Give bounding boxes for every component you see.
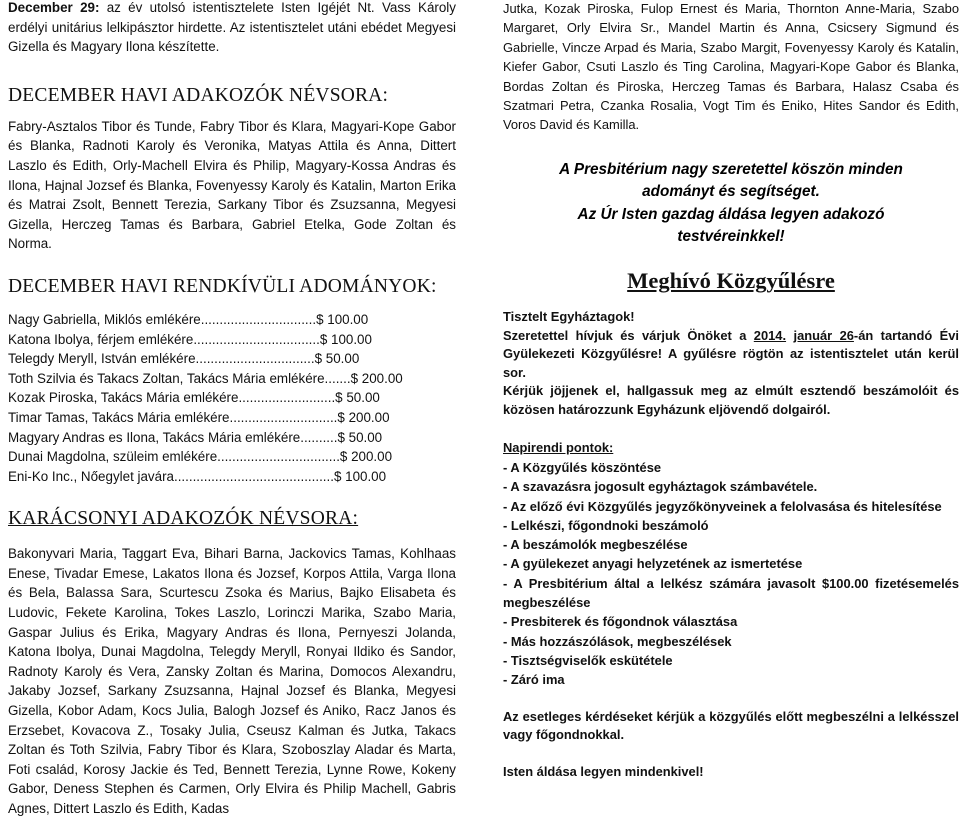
invite-year: 2014.	[753, 327, 787, 343]
donation-row: Dunai Magdolna, szüleim emlékére.................................$ 200.00	[8, 449, 393, 465]
donation-row: Timar Tamas, Takács Mária emlékére.............................$ 200.00	[8, 409, 390, 425]
right-column	[503, 0, 959, 781]
december-donors-heading: DECEMBER HAVI ADAKOZÓK NÉVSORA:	[8, 84, 389, 106]
agenda-item: - A szavazásra jogosult egyháztagok számbavétele.	[503, 479, 818, 495]
invite-request: Kérjük jöjjenek el, hallgassuk meg az elmúlt esztendő beszámolóit és közösen határozzunk Egyházunk eljövendő dolgairól.	[503, 383, 959, 417]
blessing: Isten áldása legyen mindenkivel!	[503, 763, 704, 779]
thanks-line: Az Úr Isten gazdag áldása legyen adakozó	[577, 205, 885, 223]
agenda-item: - Lelkészi, főgondnoki beszámoló	[503, 517, 709, 533]
thanks-block	[503, 159, 959, 249]
agenda-item: - A gyülekezet anyagi helyzetének az ismertetése	[503, 556, 803, 572]
donation-row: Eni-Ko Inc., Nőegylet javára...........................................$ 100.00	[8, 468, 387, 484]
special-donations-list	[8, 310, 456, 486]
agenda-item: - Az előző évi Közgyűlés jegyzőkönyveinek a felolvasása és hitelesítése	[503, 498, 942, 514]
left-column	[8, 0, 456, 819]
donation-row: Magyary Andras es Ilona, Takács Mária emlékére..........$ 50.00	[8, 429, 383, 445]
special-donations-heading: DECEMBER HAVI RENDKÍVÜLI ADOMÁNYOK:	[8, 275, 437, 297]
agenda-heading: Napirendi pontok:	[503, 440, 614, 456]
donation-row: Toth Szilvia és Takacs Zoltan, Takács Mária emlékére.......$ 200.00	[8, 370, 403, 386]
donation-row: Katona Ibolya, férjem emlékére..................................$ 100.00	[8, 331, 372, 347]
donation-row: Kozak Piroska, Takács Mária emlékére..........................$ 50.00	[8, 390, 380, 406]
intro-date: December 29:	[8, 0, 100, 15]
donation-row: Nagy Gabriella, Miklós emlékére...............................$ 100.00	[8, 311, 369, 327]
donation-row: Telegdy Meryll, István emlékére................................$ 50.00	[8, 351, 360, 367]
agenda-list	[503, 458, 959, 690]
thanks-line: A Presbitérium nagy szeretettel köszön minden	[559, 160, 903, 178]
continued-donors-list: Jutka, Kozak Piroska, Fulop Ernest és Maria, Thornton Anne-Maria, Szabo Margaret, Orly Elvira Sr., Mandel Martin és Anna, Csicsery Sigmund és Gabrielle, Vincze Arpad és Maria, Szabo Margit, Fovenyessy Karoly és Katalin, Kiefer Gabor, Csuti Laszlo és Ting Carolina, Magyari-Kope Gabor és Blanka, Bordas Zoltan és Piroska, Herczeg Tamas és Barbara, Halasz Csaba és Szatmari Petra, Czanka Rosalia, Vogt Tim és Eniko, Hites Sandor és Edith, Voros David és Kamilla.	[503, 1, 959, 133]
christmas-donors-heading: KARÁCSONYI ADAKOZÓK NÉVSORA:	[8, 508, 359, 530]
agenda-item: - A beszámolók megbeszélése	[503, 537, 688, 553]
agenda-item: - Más hozzászólások, megbeszélések	[503, 633, 732, 649]
greeting: Tisztelt Egyháztagok!	[503, 309, 635, 325]
closing-paragraph: Az esetleges kérdéseket kérjük a közgyűlés előtt megbeszélni a lelkésszel vagy főgondnokkal.	[503, 708, 959, 743]
agenda-item: - Záró ima	[503, 672, 565, 688]
agenda-item: - Tisztségviselők eskütétele	[503, 652, 673, 668]
thanks-line: adományt és segítséget.	[642, 183, 820, 201]
intro-text: az év utolsó istentisztelete Isten Igéjét Nt. Vass Károly erdélyi unitárius lelkipásztor hirdette. Az istentisztelet utáni ebédet Megyesi Gizella és Magyary Ilona készítette.	[8, 0, 456, 55]
invite-date: január 26	[793, 327, 854, 343]
agenda-item: - A Közgyűlés köszöntése	[503, 459, 662, 475]
agenda-item: - A Presbitérium által a lelkész számára javasolt $100.00 fizetésemelés megbeszélése	[503, 575, 959, 611]
christmas-donors-list: Bakonyvari Maria, Taggart Eva, Bihari Barna, Jackovics Tamas, Kohlhaas Enese, Tivadar Emese, Lakatos Ilona és Jozsef, Korpos Attila, Varga Ilona és Bela, Balassa Sara, Scurtescu Zsoka és Marius, Bajko Elisabeta és Ludovic, Fekete Karolina, Tokes Laszlo, Lorinczi Marika, Szabo Maria, Gaspar Julius és Erika, Magyary Andras és Ilona, Pernyeszi Jolanda, Katona Ibolya, Dunai Magdolna, Telegdy Meryll, Ronyai Ildiko és Sandor, Radnoty Karoly és Vera, Zansky Zoltan és Marina, Domocos Alexandru, Jakaby Jozsef, Sarkany Zsuzsanna, Hajnal Jozsef és Blanka, Megyesi Gizella, Kobor Adam, Kocs Julia, Balogh Jozsef és Aniko, Racz Janos és Erzsebet, Kovacova Z., Tosaky Julia, Cseusz Kalman és Jutka, Takacs Zoltan és Toth Szilvia, Fabry Tibor és Klara, Szoboszlay Aladar és Marta, Foti család, Korosy Jackie és Ted, Bennett Terezia, Lynne Rowe, Kokeny Gabor, Deness Stephen és Carmen, Orly Elvira és Philip Machell, Gabris Agnes, Dittert Laszlo és Edith, Kadas	[8, 546, 456, 816]
invite-title: Meghívó Közgyűlésre	[627, 268, 835, 294]
agenda-item: - Presbiterek és főgondnok választása	[503, 614, 738, 630]
december-donors-list: Fabry-Asztalos Tibor és Tunde, Fabry Tibor és Klara, Magyari-Kope Gabor és Blanka, Radnoti Karoly és Veronika, Matyas Attila és Anna, Dittert Laszlo és Edith, Orly-Machell Elvira és Philip, Magyary-Kossa Andras és Ilona, Hajnal Jozsef és Blanka, Fovenyessy Karoly és Katalin, Marton Erika és Matrai Zsolt, Bennett Terezia, Sarkany Tibor és Zsuzsanna, Megyesi Gizella, Herczeg Tamas és Barbara, Gabriel Etelka, Gode Zoltan és Norma.	[8, 118, 456, 252]
invite-paragraph: Szeretettel hívjuk és várjuk Önöket a 2014. január 26-án tartandó Évi Gyülekezeti Közgyűlésre! A gyűlésre rögtön az istentisztelet után kerül sor.	[503, 327, 959, 380]
thanks-line: testvéreinkkel!	[677, 228, 785, 246]
intro-paragraph	[8, 0, 456, 57]
